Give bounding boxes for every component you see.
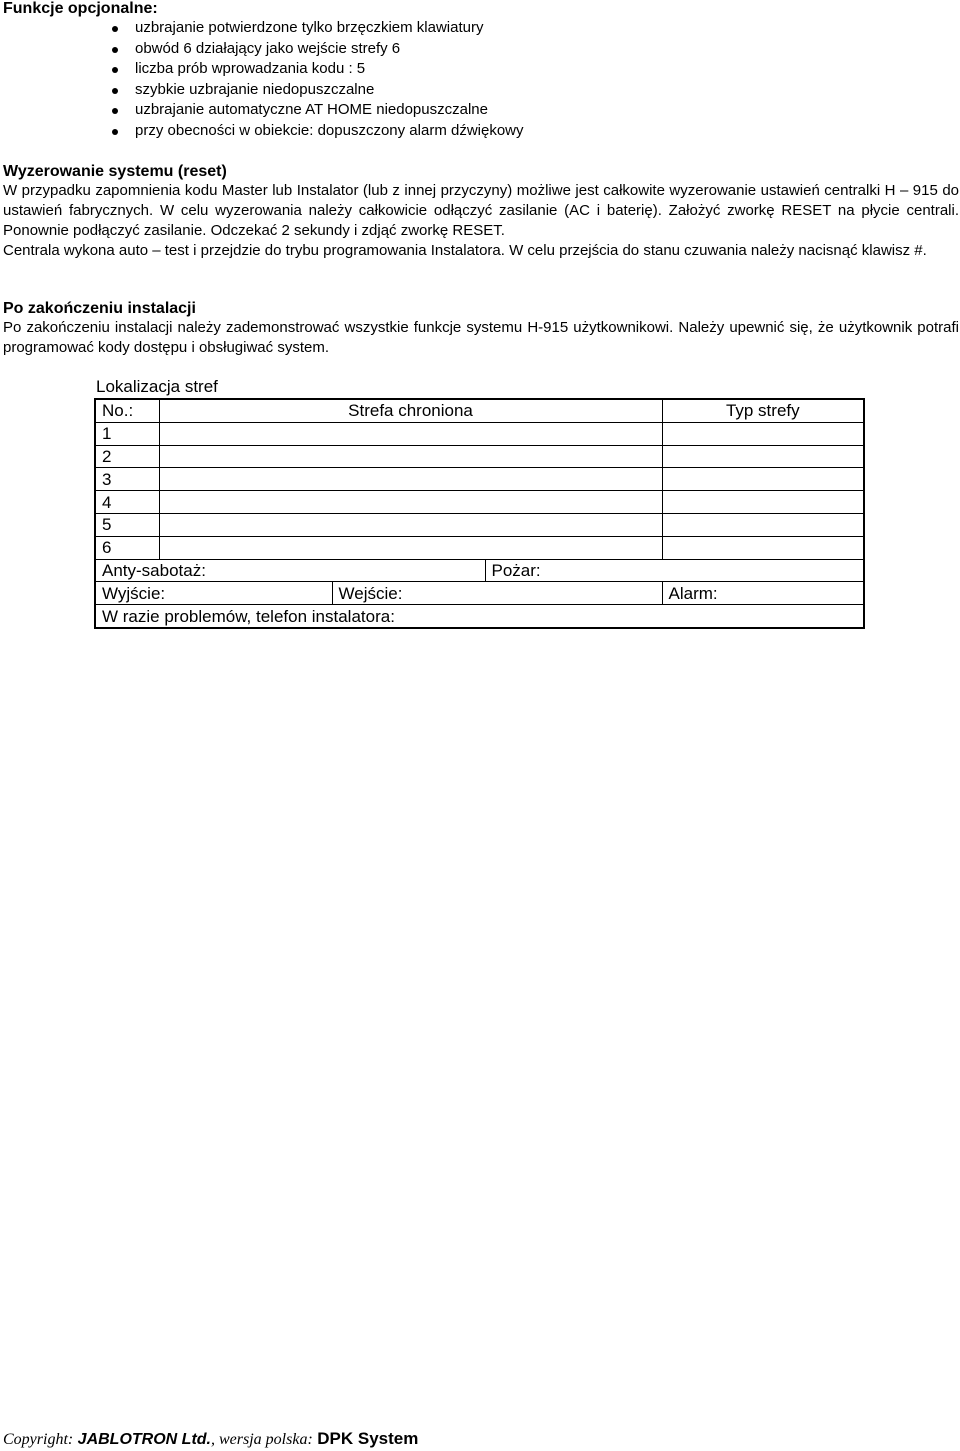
version-label: , wersja polska: bbox=[211, 1431, 313, 1448]
bullet-icon bbox=[112, 67, 118, 73]
zone-name-cell[interactable] bbox=[159, 491, 662, 514]
zone-type-cell[interactable] bbox=[662, 422, 864, 445]
header-no: No.: bbox=[95, 399, 159, 422]
list-item: obwód 6 działający jako wejście strefy 6 bbox=[0, 39, 524, 60]
zones-table bbox=[94, 398, 865, 629]
zone-name-cell[interactable] bbox=[159, 445, 662, 468]
zone-type-cell[interactable] bbox=[662, 536, 864, 559]
table-row bbox=[95, 605, 864, 628]
bullet-icon bbox=[112, 26, 118, 32]
reset-paragraph-1: W przypadku zapomnienia kodu Master lub Instalator (lub z innej przyczyny) możliwe jest całkowite wyzerowanie ustawień centralki H – 915 do ustawień fabrycznych. W celu wyzerowania należy całkowicie odłączyć zasilanie (AC i baterię). Założyć zworkę RESET na płycie centrali. Ponownie podłączyć zasilanie. Odczekać 2 sekundy i zdjąć zworkę RESET. bbox=[3, 182, 959, 239]
zone-name-cell[interactable] bbox=[159, 513, 662, 536]
table-row bbox=[95, 468, 864, 491]
reset-title: Wyzerowanie systemu (reset) bbox=[3, 163, 227, 180]
zone-name-cell[interactable] bbox=[159, 422, 662, 445]
zone-number: 5 bbox=[95, 513, 159, 536]
list-item: uzbrajanie potwierdzone tylko brzęczkiem klawiatury bbox=[0, 18, 524, 39]
zones-table-title: Lokalizacja stref bbox=[96, 377, 218, 396]
after-install-section bbox=[3, 318, 959, 358]
reset-paragraph-2: Centrala wykona auto – test i przejdzie do trybu programowania Instalatora. W celu przejścia do stanu czuwania należy nacisnąć klawisz #. bbox=[3, 242, 927, 259]
bullet-icon bbox=[112, 88, 118, 94]
alarm-cell[interactable]: Alarm: bbox=[662, 582, 864, 605]
zone-type-cell[interactable] bbox=[662, 513, 864, 536]
entry-cell[interactable]: Wejście: bbox=[332, 582, 662, 605]
bullet-icon bbox=[112, 47, 118, 53]
after-install-paragraph: Po zakończeniu instalacji należy zademonstrować wszystkie funkcje systemu H-915 użytkownikowi. Należy upewnić się, że użytkownik potrafi programować kody dostępu i obsługiwać system. bbox=[3, 319, 959, 356]
after-install-title: Po zakończeniu instalacji bbox=[3, 300, 196, 317]
fire-cell[interactable]: Pożar: bbox=[485, 559, 864, 582]
table-row bbox=[95, 559, 864, 582]
table-row bbox=[95, 582, 864, 605]
list-item: przy obecności w obiekcie: dopuszczony alarm dźwiękowy bbox=[0, 121, 524, 142]
zone-type-cell[interactable] bbox=[662, 445, 864, 468]
zone-name-cell[interactable] bbox=[159, 536, 662, 559]
table-row bbox=[95, 491, 864, 514]
table-header-row bbox=[95, 399, 864, 422]
list-item: uzbrajanie automatyczne AT HOME niedopuszczalne bbox=[0, 100, 524, 121]
zone-number: 6 bbox=[95, 536, 159, 559]
copyright-label: Copyright: bbox=[3, 1431, 74, 1448]
zone-number: 2 bbox=[95, 445, 159, 468]
bullet-icon bbox=[112, 129, 118, 135]
zone-name-cell[interactable] bbox=[159, 468, 662, 491]
zone-number: 1 bbox=[95, 422, 159, 445]
bullet-icon bbox=[112, 108, 118, 114]
header-type: Typ strefy bbox=[662, 399, 864, 422]
list-item: liczba prób wprowadzania kodu : 5 bbox=[0, 59, 524, 80]
exit-cell[interactable]: Wyjście: bbox=[95, 582, 332, 605]
zone-number: 3 bbox=[95, 468, 159, 491]
reset-section bbox=[3, 181, 959, 261]
optional-functions-title: Funkcje opcjonalne: bbox=[3, 0, 158, 17]
zone-type-cell[interactable] bbox=[662, 468, 864, 491]
publisher-name: DPK System bbox=[317, 1429, 419, 1448]
list-item: szybkie uzbrajanie niedopuszczalne bbox=[0, 80, 524, 101]
brand-name: JABLOTRON Ltd. bbox=[77, 1431, 211, 1448]
table-row bbox=[95, 445, 864, 468]
table-row bbox=[95, 513, 864, 536]
tamper-cell[interactable]: Anty-sabotaż: bbox=[95, 559, 485, 582]
table-row bbox=[95, 536, 864, 559]
header-zone: Strefa chroniona bbox=[159, 399, 662, 422]
footer bbox=[3, 1428, 418, 1451]
zone-number: 4 bbox=[95, 491, 159, 514]
optional-functions-list bbox=[0, 18, 524, 141]
table-row bbox=[95, 422, 864, 445]
zone-type-cell[interactable] bbox=[662, 491, 864, 514]
installer-phone-cell[interactable]: W razie problemów, telefon instalatora: bbox=[95, 605, 864, 628]
